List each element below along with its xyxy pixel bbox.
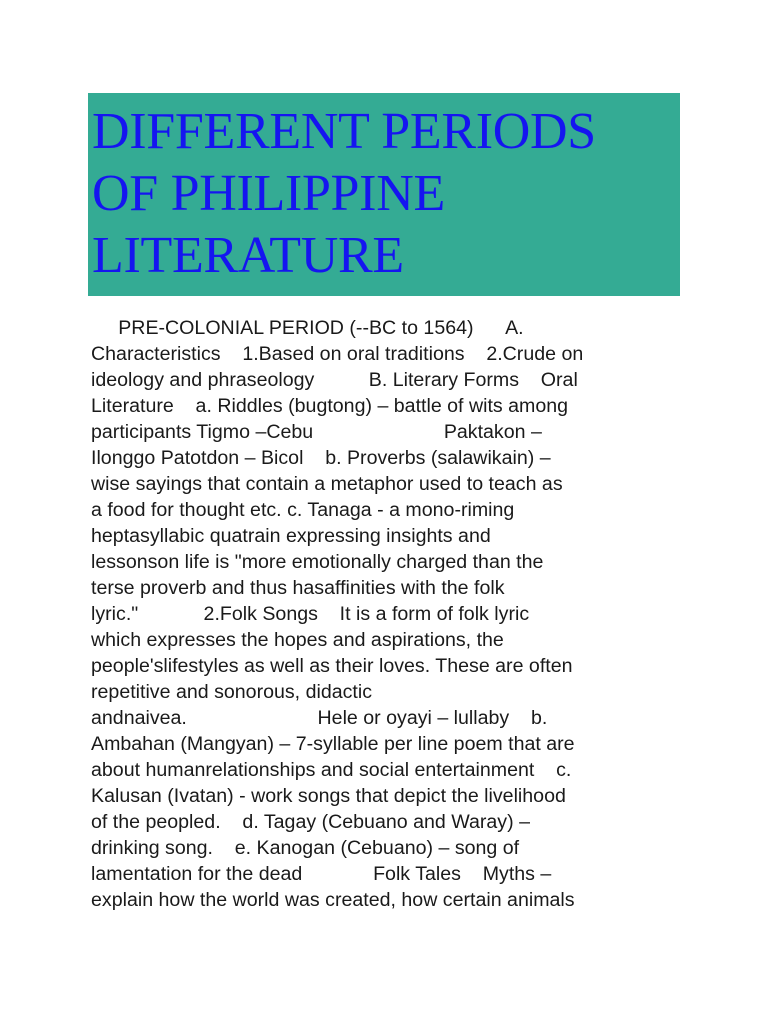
body-line: Characteristics 1.Based on oral traditions 2.Crude on: [91, 343, 584, 365]
title-line-3: LITERATURE: [92, 227, 404, 284]
body-line: lamentation for the dead Folk Tales Myths –: [91, 863, 552, 885]
body-line: participants Tigmo –Cebu Paktakon –: [91, 421, 542, 443]
body-text: [91, 315, 681, 913]
body-line: terse proverb and thus hasaffinities with the folk: [91, 577, 505, 599]
body-line: Literature a. Riddles (bugtong) – battle of wits among: [91, 395, 569, 417]
body-line: PRE-COLONIAL PERIOD (--BC to 1564) A.: [91, 317, 524, 339]
body-line: about humanrelationships and social entertainment c.: [91, 759, 572, 781]
body-line: which expresses the hopes and aspirations, the: [91, 629, 504, 651]
body-line: Ilonggo Patotdon – Bicol b. Proverbs (salawikain) –: [91, 447, 551, 469]
body-line: lyric." 2.Folk Songs It is a form of folk lyric: [91, 603, 530, 625]
body-line: wise sayings that contain a metaphor used to teach as: [91, 473, 563, 495]
body-line: of the peopled. d. Tagay (Cebuano and Waray) –: [91, 811, 530, 833]
title-banner: [88, 93, 680, 296]
title-line-2: OF PHILIPPINE: [92, 165, 445, 222]
body-line: repetitive and sonorous, didactic: [91, 681, 373, 703]
body-line: explain how the world was created, how certain animals: [91, 889, 575, 911]
body-line: ideology and phraseology B. Literary Forms Oral: [91, 369, 578, 391]
body-line: people'slifestyles as well as their loves. These are often: [91, 655, 573, 677]
body-line: heptasyllabic quatrain expressing insights and: [91, 525, 491, 547]
body-line: lessonson life is "more emotionally charged than the: [91, 551, 544, 573]
body-line: a food for thought etc. c. Tanaga - a mono-riming: [91, 499, 515, 521]
title-line-1: DIFFERENT PERIODS: [92, 103, 596, 160]
body-line: Kalusan (Ivatan) - work songs that depict the livelihood: [91, 785, 566, 807]
body-line: andnaivea. Hele or oyayi – lullaby b.: [91, 707, 548, 729]
body-line: Ambahan (Mangyan) – 7-syllable per line poem that are: [91, 733, 575, 755]
body-line: drinking song. e. Kanogan (Cebuano) – song of: [91, 837, 520, 859]
